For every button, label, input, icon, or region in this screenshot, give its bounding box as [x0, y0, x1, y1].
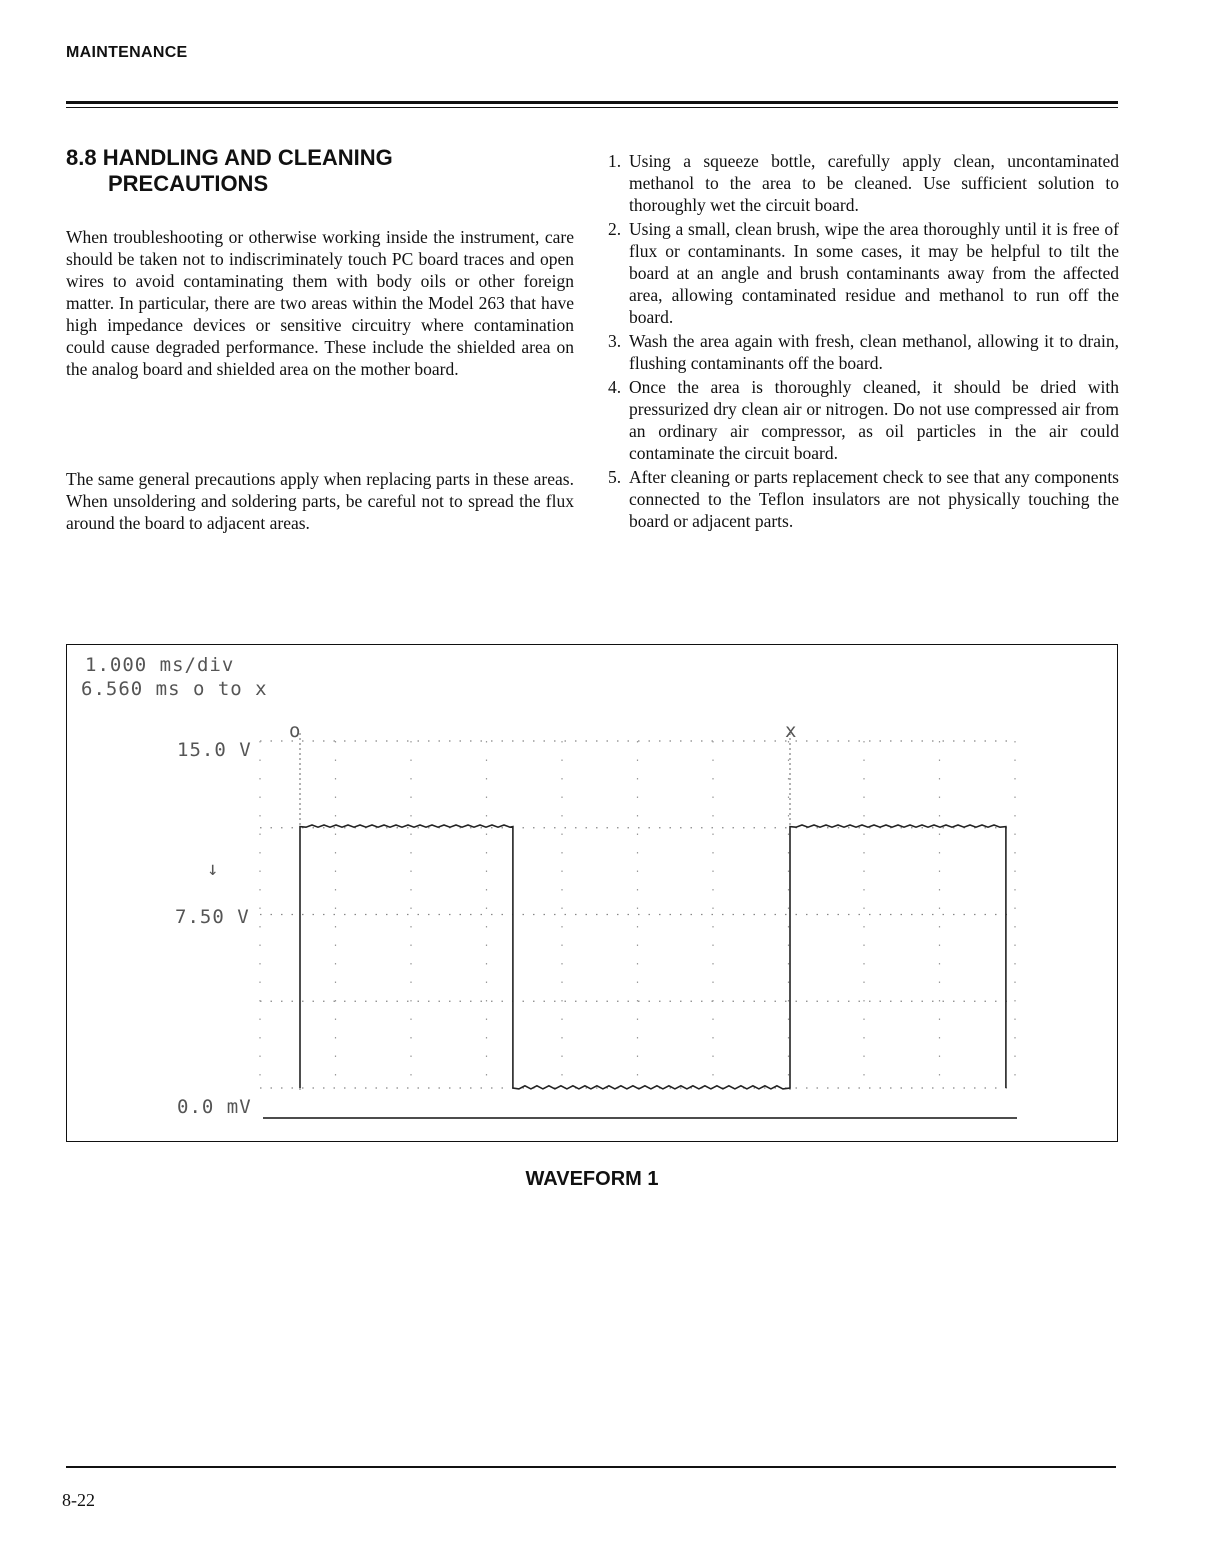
y-label-top: 15.0 V: [177, 739, 252, 761]
figure-caption: WAVEFORM 1: [525, 1168, 659, 1190]
step-text: Once the area is thoroughly cleaned, it should be dried with pressurized dry clean air or nitrogen. Do not use compressed air from an ordinary air compressor, as oil particles in the air could contaminate the circuit board.: [629, 377, 1119, 463]
list-item: 2. Using a small, clean brush, wipe the area thoroughly until it is free of flux or contaminants. In some cases, it may be helpful to tilt the board at an angle and brush contaminants away from the affected area, allowing contaminated residue and methanol to run off the board.: [608, 219, 1119, 327]
graticule: [260, 733, 1015, 1092]
step-text: Wash the area again with fresh, clean methanol, allowing it to drain, flushing contaminants off the board.: [629, 331, 1119, 373]
section-heading: [66, 145, 506, 197]
cursor-delta-readout: 6.560 ms o to x: [81, 678, 268, 700]
waveform-trace: [300, 825, 1006, 1089]
cursor-o-marker: o: [289, 720, 302, 742]
cursor-x-marker: x: [785, 720, 798, 742]
cleaning-steps-list: [608, 150, 1119, 534]
footer-rule: [66, 1466, 1116, 1468]
header-rule-thin: [66, 107, 1118, 108]
section-heading-line1: 8.8 HANDLING AND CLEANING: [66, 145, 393, 170]
running-header: MAINTENANCE: [66, 44, 188, 61]
oscilloscope-display: [66, 644, 1118, 1142]
step-text: Using a squeeze bottle, carefully apply clean, uncontaminated methanol to the area to be cleaned. Use sufficient solution to thoroughly wet the circuit board.: [629, 151, 1119, 215]
section-heading-line2: PRECAUTIONS: [108, 171, 269, 196]
list-item: 5. After cleaning or parts replacement check to see that any components connected to the Teflon insulators are not physically touching the board or adjacent parts.: [608, 467, 1119, 531]
header-rule-thick: [66, 101, 1118, 104]
list-item: 1. Using a squeeze bottle, carefully apply clean, uncontaminated methanol to the area to be cleaned. Use sufficient solution to thoroughly wet the circuit board.: [608, 151, 1119, 215]
page-number: 8-22: [62, 1490, 95, 1510]
trace-layer: [300, 825, 1006, 1089]
waveform-plot: [67, 645, 1117, 1141]
y-label-bottom: 0.0 mV: [177, 1096, 252, 1118]
trigger-arrow: ↓: [207, 858, 220, 880]
list-item: 4. Once the area is thoroughly cleaned, it should be dried with pressurized dry clean air or nitrogen. Do not use compressed air from an ordinary air compressor, as oil particles in the air could contaminate the circuit board.: [608, 377, 1119, 463]
list-item: 3. Wash the area again with fresh, clean methanol, allowing it to drain, flushing contaminants off the board.: [608, 331, 1119, 373]
timebase-readout: 1.000 ms/div: [85, 654, 235, 676]
y-label-mid: 7.50 V: [175, 906, 250, 928]
step-text: After cleaning or parts replacement check to see that any components connected to the Teflon insulators are not physically touching the board or adjacent parts.: [629, 467, 1119, 531]
replacing-parts-paragraph: The same general precautions apply when replacing parts in these areas. When unsoldering and soldering parts, be careful not to spread the flux around the board to adjacent areas.: [66, 469, 574, 533]
intro-paragraph: When troubleshooting or otherwise working inside the instrument, care should be taken not to indiscriminately touch PC board traces and open wires to avoid contaminating them with body oils or other foreign matter. In particular, there are two areas within the Model 263 that have high impedance devices or sensitive circuitry where contamination could cause degraded performance. These include the shielded area on the analog board and shielded area on the mother board.: [66, 227, 574, 379]
step-text: Using a small, clean brush, wipe the area thoroughly until it is free of flux or contaminants. In some cases, it may be helpful to tilt the board at an angle and brush contaminants away from the affected area, allowing contaminated residue and methanol to run off the board.: [629, 219, 1119, 327]
